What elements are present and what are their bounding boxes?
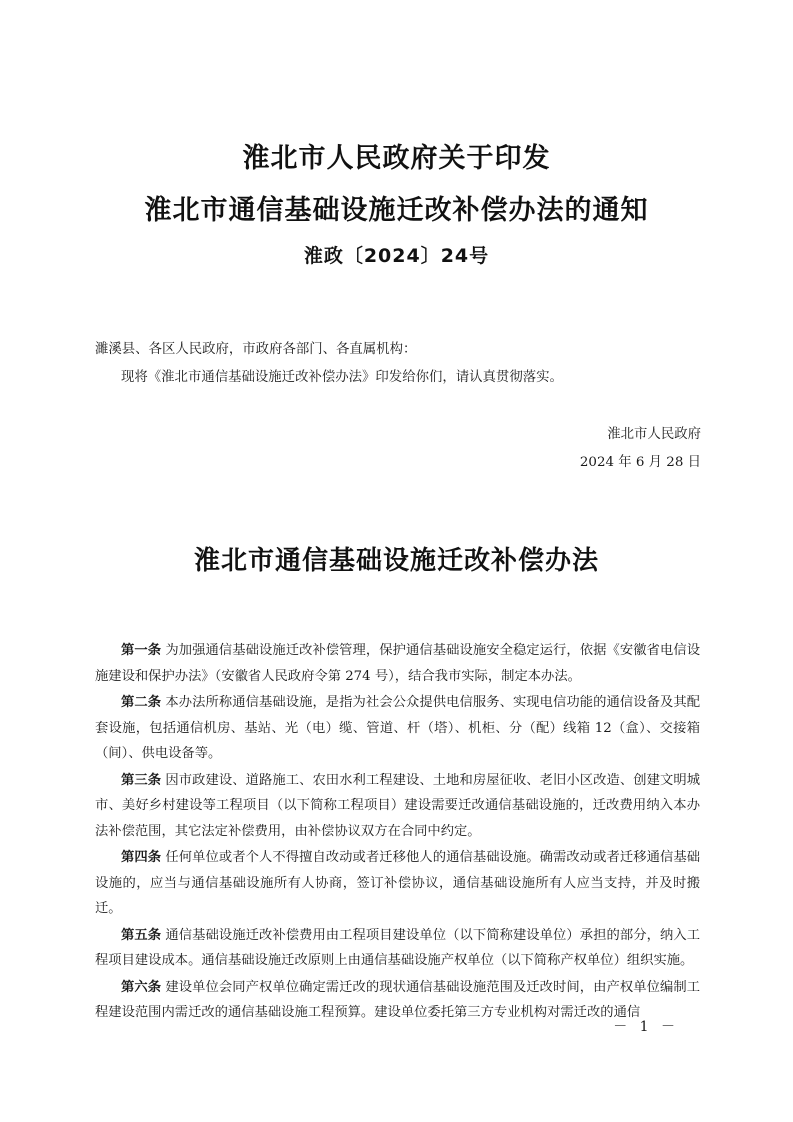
notice-body: 现将《淮北市通信基础设施迁改补偿办法》印发给你们，请认真贯彻落实。 [121,370,563,385]
article-body: 通信基础设施迁改补偿费用由工程项目建设单位（以下简称建设单位）承担的部分，纳入工程项目建设成本。通信基础设施迁改原则上由通信基础设施产权单位（以下简称产权单位）组织实施。 [95,927,701,968]
article-4 [95,845,700,922]
article-heading: 第三条 [121,772,162,788]
page-number: － 1 － [613,1019,679,1035]
measures-title: 淮北市通信基础设施迁改补偿办法 [193,546,599,576]
article-1 [95,638,700,689]
issuing-authority: 淮北市人民政府 [607,427,701,442]
article-heading: 第六条 [121,979,162,995]
document-number: 淮政〔2024〕24号 [303,245,490,267]
article-2 [95,690,700,767]
issue-date: 2024 年 6 月 28 日 [579,455,701,470]
article-list [95,638,700,1027]
article-body: 建设单位会同产权单位确定需迁改的现状通信基础设施范围及迁改时间，由产权单位编制工程建设范围内需迁改的通信基础设施工程预算。建设单位委托第三方专业机构对需迁改的通信 [95,979,701,1020]
article-heading: 第四条 [121,850,162,865]
article-5 [95,923,700,974]
notice-title-line-2: 淮北市通信基础设施迁改补偿办法的通知 [144,195,649,226]
article-body: 因市政建设、道路施工、农田水利工程建设、土地和房屋征收、老旧小区改造、创建文明城市、美好乡村建设等工程项目（以下简称工程项目）建设需要迁改通信基础设施的，迁改费用纳入本办法补偿范围，其它法定补偿费用，由补偿协议双方在合同中约定。 [95,772,701,839]
article-heading: 第五条 [121,927,162,943]
article-heading: 第一条 [121,643,162,658]
article-body: 本办法所称通信基础设施，是指为社会公众提供电信服务、实现电信功能的通信设备及其配套设施，包括通信机房、基站、光（电）缆、管道、杆（塔）、机柜、分（配）线箱 12（盒）、交接箱（间）、供电设备等。 [95,695,701,761]
article-body: 任何单位或者个人不得擅自改动或者迁移他人的通信基础设施。确需改动或者迁移通信基础设施的，应当与通信基础设施所有人协商，签订补偿协议，通信基础设施所有人应当支持，并及时搬迁。 [95,850,701,916]
addressee: 濉溪县、各区人民政府，市政府各部门、各直属机构： [95,342,417,357]
article-heading: 第二条 [121,695,162,710]
article-6 [95,975,700,1026]
article-body: 为加强通信基础设施迁改补偿管理，保护通信基础设施安全稳定运行，依据《安徽省电信设施建设和保护办法》（安徽省人民政府令第 274 号），结合我市实际，制定本办法。 [95,643,701,684]
article-3 [95,768,700,845]
notice-title-line-1: 淮北市人民政府关于印发 [242,143,551,174]
